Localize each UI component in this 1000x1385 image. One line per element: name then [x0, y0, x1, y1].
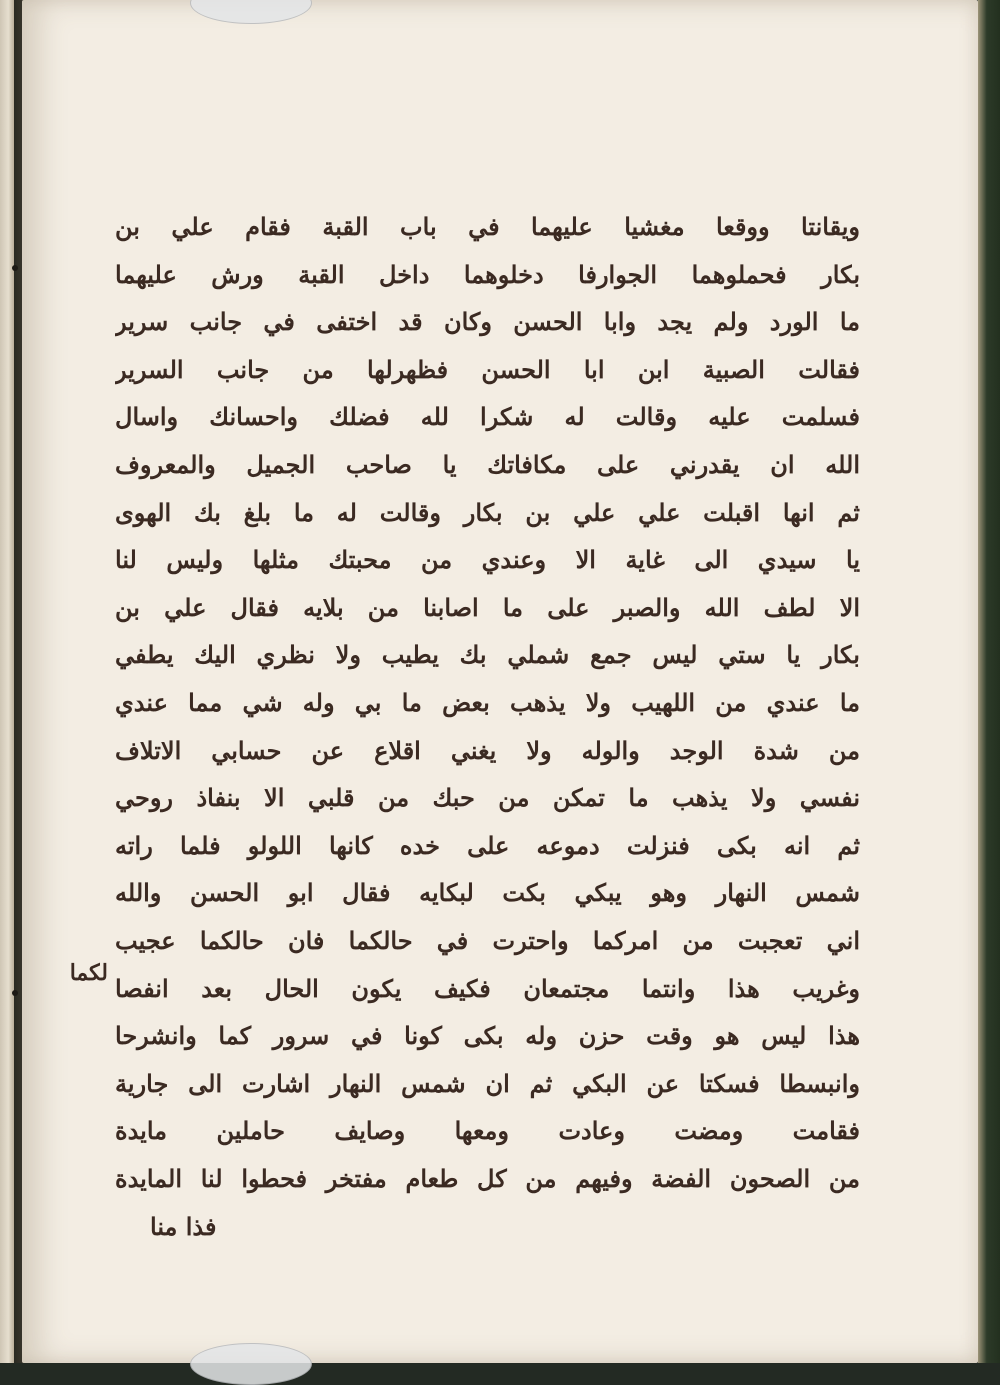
- text-line: ويقانتا ووقعا مغشيا عليهما في باب القبة فقام علي بن: [115, 212, 860, 241]
- text-line: وغريب هذا وانتما مجتمعان فكيف يكون الحال بعد انفصا: [115, 973, 860, 1003]
- text-line: ثم انه بكى فنزلت دموعه على خده كانها اللولو فلما راته: [115, 830, 860, 860]
- text-line: من الصحون الفضة وفيهم من كل طعام مفتخر فحطوا لنا المايدة: [115, 1163, 860, 1193]
- text-line: اني تعجبت من امركما واحترت في حالكما فان حالكما عجيب: [115, 925, 860, 955]
- text-line: من شدة الوجد والوله ولا يغني اقلاع عن حسابي الاتلاف: [115, 735, 860, 765]
- text-line: بكار يا ستي ليس جمع شملي بك يطيب ولا نظري اليك يطفي: [115, 640, 860, 670]
- binding-hole: [12, 265, 18, 271]
- text-line: ما عندي من اللهيب ولا يذهب بعض ما بي وله شي مما عندي: [115, 687, 860, 717]
- text-line: الا لطف الله والصبر على ما اصابنا من بلايه فقال علي بن: [115, 592, 860, 622]
- text-line: شمس النهار وهو يبكي بكت لبكايه فقال ابو الحسن والله: [115, 878, 860, 908]
- text-line: وانبسطا فسكتا عن البكي ثم ان شمس النهار اشارت الى جارية: [115, 1068, 860, 1098]
- book-edge: [978, 0, 1000, 1363]
- text-line: الله ان يقدرني على مكافاتك يا صاحب الجميل والمعروف: [115, 449, 860, 479]
- manuscript-text: [115, 203, 860, 1202]
- margin-note: لكما: [69, 960, 108, 986]
- text-line: ما الورد ولم يجد وابا الحسن وكان قد اختفى في جانب سرير: [115, 307, 860, 337]
- binding-hole: [12, 990, 18, 996]
- text-line: هذا ليس هو وقت حزن وله بكى كونا في سرور كما وانشرحا: [115, 1021, 860, 1051]
- text-line: فسلمت عليه وقالت له شكرا لله فضلك واحسانك واسال: [115, 402, 860, 432]
- page-clip-bottom: [190, 1343, 312, 1385]
- text-line: ثم انها اقبلت علي علي بن بكار وقالت له ما بلغ بك الهوى: [115, 497, 860, 527]
- text-line: نفسي ولا يذهب ما تمكن من حبك من قلبي الا بنفاذ روحي: [115, 783, 860, 813]
- facing-page-edge: [0, 0, 15, 1363]
- text-line: فقالت الصبية ابن ابا الحسن فظهرلها من جانب السرير: [115, 354, 860, 384]
- text-line: بكار فحملوهما الجوارفا دخلوهما داخل القبة ورش عليهما: [115, 259, 860, 289]
- catchword: فذا منا: [150, 1212, 217, 1241]
- text-line: فقامت ومضت وعادت ومعها وصايف حاملين مايدة: [115, 1116, 860, 1146]
- text-line: يا سيدي الى غاية الا وعندي من محبتك مثلها وليس لنا: [115, 545, 860, 575]
